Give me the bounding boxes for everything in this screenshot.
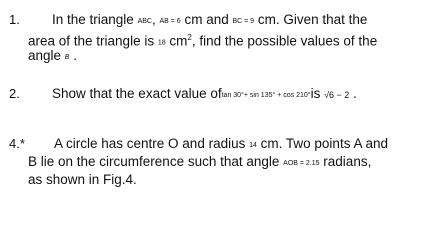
math-bc: BC = 9 — [232, 18, 255, 25]
text: cm — [165, 33, 188, 49]
question-2-line-1 — [52, 86, 357, 104]
text: In the triangle — [52, 12, 138, 27]
text: . — [69, 48, 77, 63]
math-18: 18 — [157, 39, 166, 47]
math-14: 14 — [249, 142, 257, 149]
question-1-line-1 — [52, 12, 367, 30]
question-number: 4.* — [9, 136, 25, 151]
question-1-line-3 — [28, 48, 77, 66]
text: is — [310, 86, 325, 101]
question-4-line-1 — [54, 136, 388, 154]
math-aob: AOB = 2.15 — [283, 160, 320, 167]
text: , — [151, 12, 160, 27]
text: . — [349, 86, 357, 101]
text: cm and — [180, 12, 233, 27]
math-b: B — [64, 54, 70, 61]
question-4-line-2 — [28, 154, 371, 172]
math-expression: tan 30°+ sin 135° + cos 210° — [221, 92, 311, 99]
question-1-line-2 — [28, 30, 377, 52]
question-4-line-3: as shown in Fig.4. — [28, 172, 137, 187]
text: radians, — [319, 154, 372, 169]
text: cm. Given that the — [254, 12, 368, 27]
text: B lie on the circumference such that angle — [28, 154, 284, 169]
math-abc: ABC — [137, 18, 152, 25]
superscript: 2 — [187, 33, 192, 42]
question-number: 2. — [9, 86, 20, 101]
text: angle — [28, 48, 65, 63]
text: area of the triangle is — [28, 33, 158, 49]
math-ab: AB = 6 — [159, 18, 181, 25]
text: cm. Two points A and — [256, 136, 388, 151]
text: Show that the exact value of — [52, 86, 222, 101]
question-number: 1. — [9, 12, 20, 27]
math-answer: √6 − 2 — [324, 90, 350, 100]
text: A circle has centre O and radius — [54, 136, 250, 151]
text: , find the possible values of the — [191, 33, 378, 49]
